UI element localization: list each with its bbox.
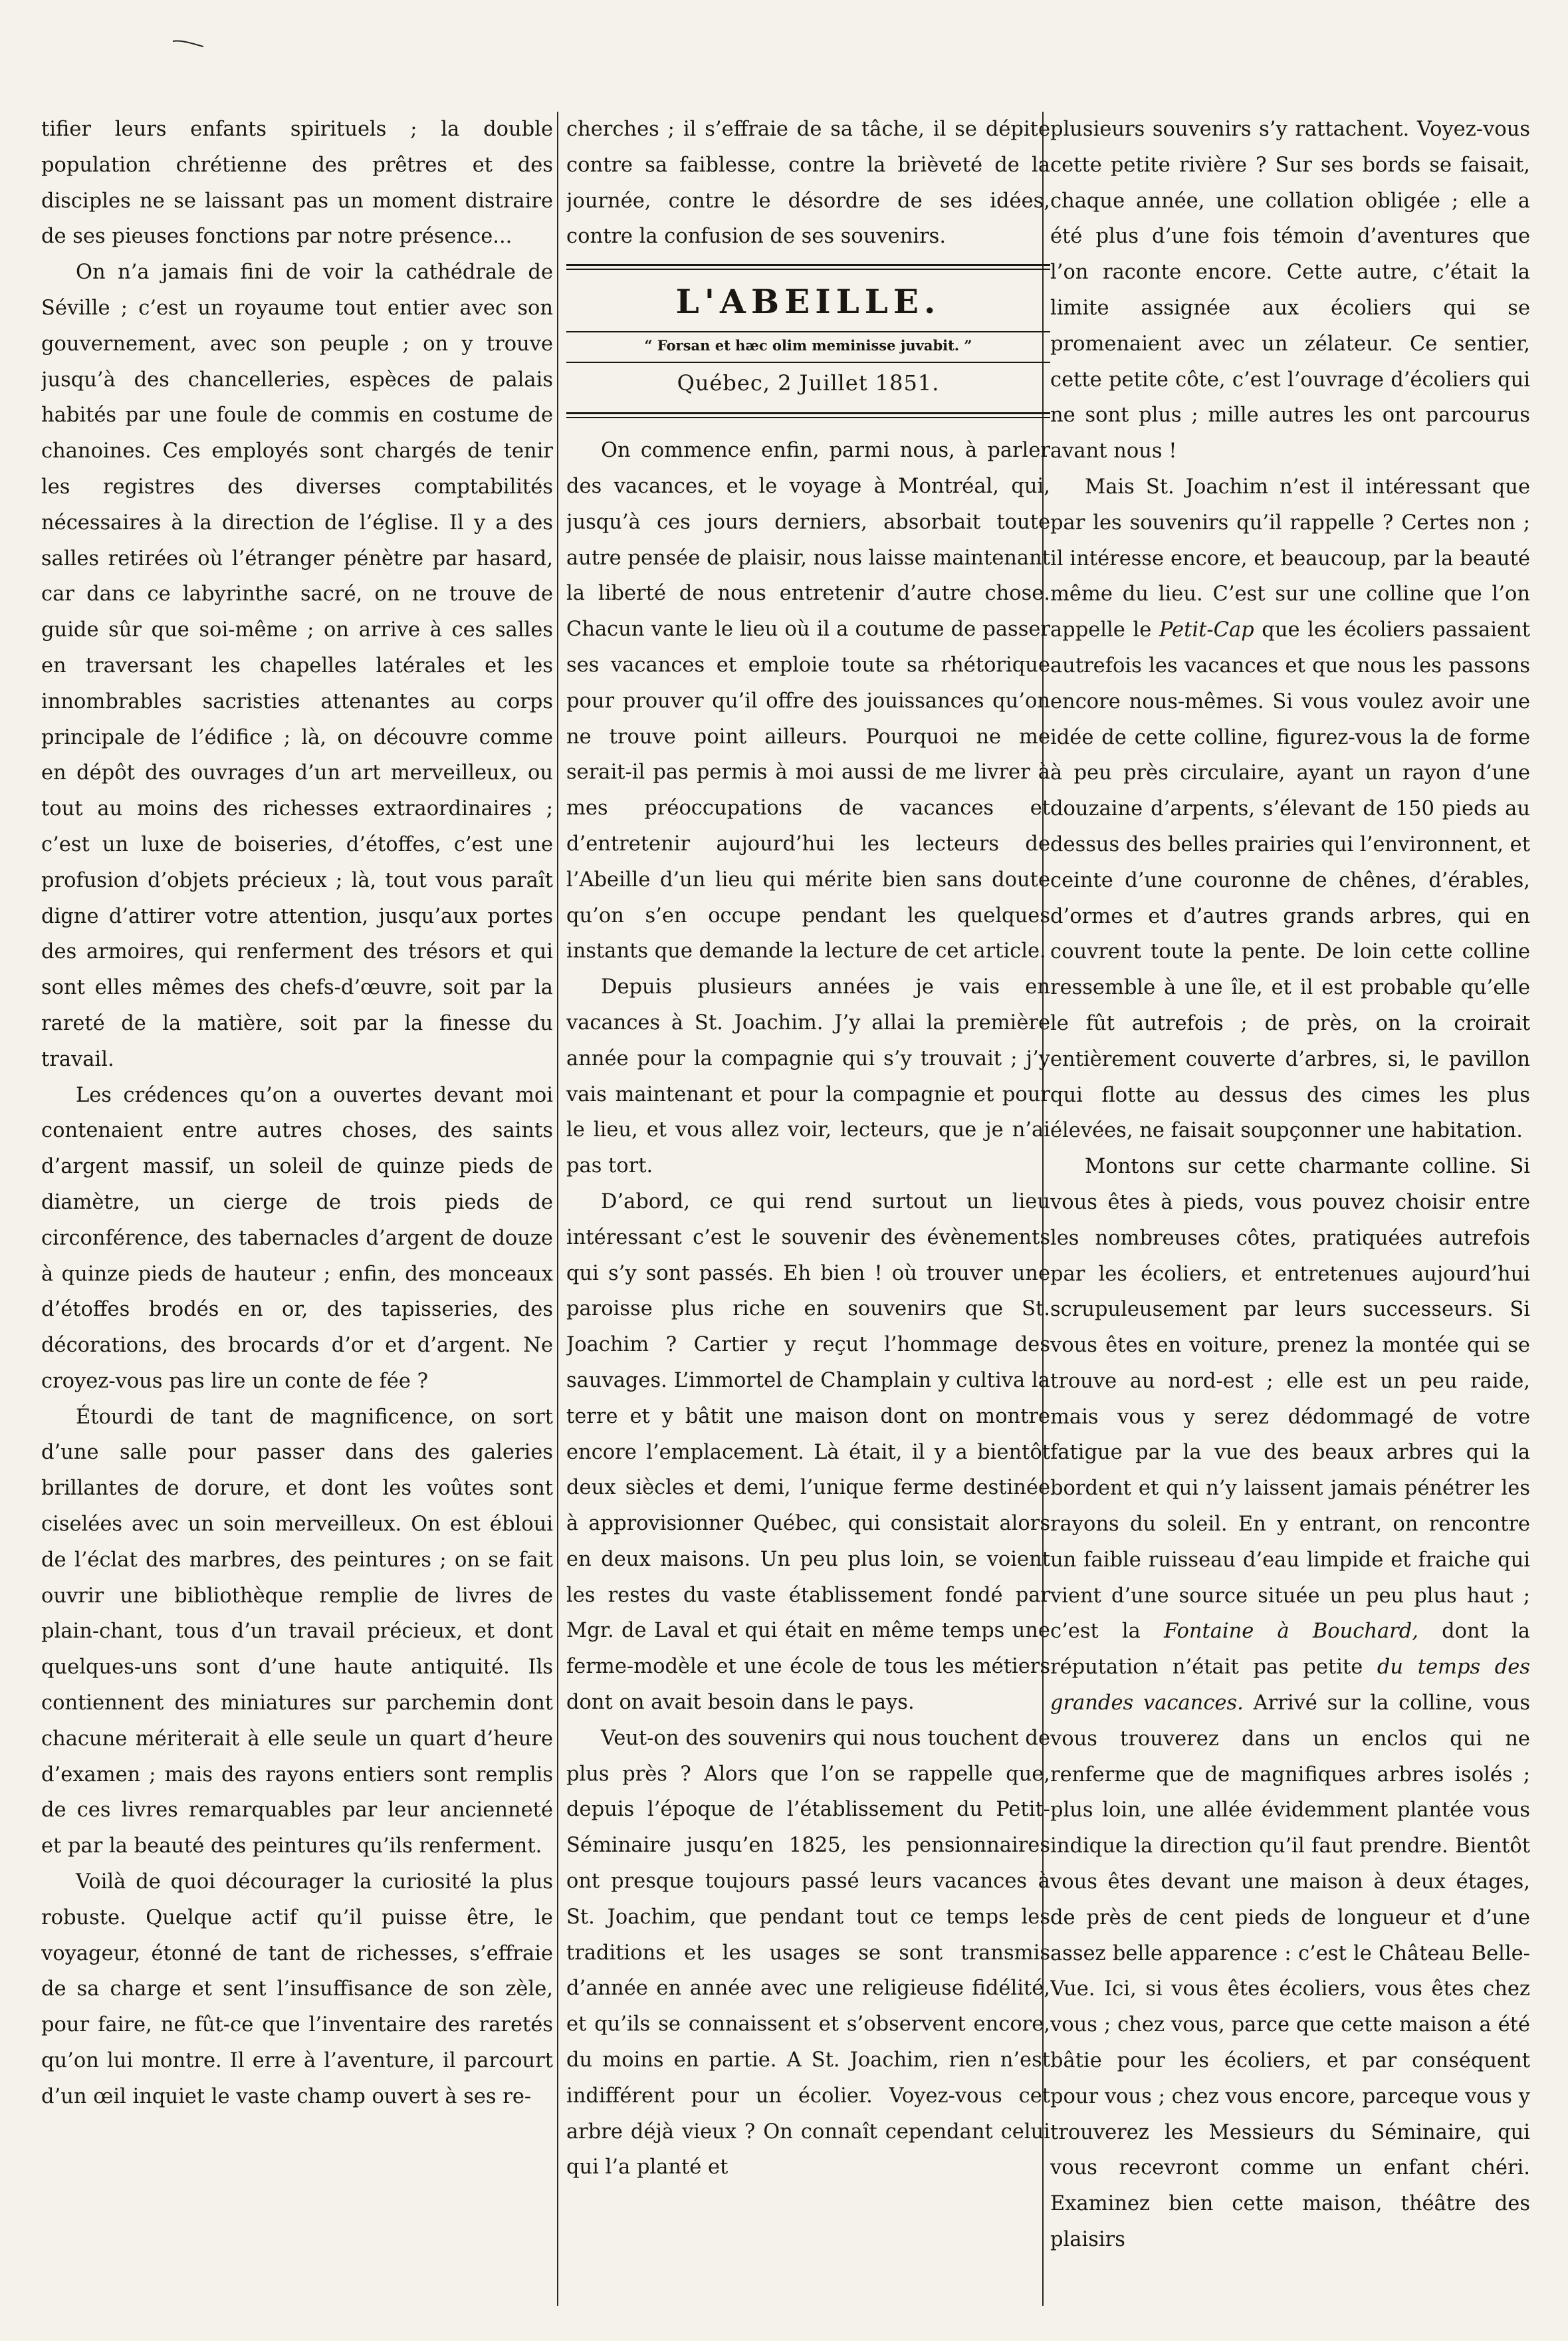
paragraph: tifier leurs enfants spirituels ; la double population chrétienne des prêtres et des disciples ne se laissant pas un moment distraire de ses pieuses fonctions par notre présence...	[41, 118, 553, 249]
column-rule	[557, 112, 558, 2306]
masthead	[566, 264, 1050, 418]
paragraph: cherches ; il s’effraie de sa tâche, il se dépite contre sa faiblesse, contre la brièveté de la journée, contre le désordre de ses idées, contre la confusion de ses souvenirs.	[566, 118, 1050, 249]
column-1	[41, 112, 553, 2312]
place-name: Fontaine à Bouchard,	[1163, 1620, 1418, 1644]
paragraph: D’abord, ce qui rend surtout un lieu intéressant c’est le souvenir des évènements qui s’y sont passés. Eh bien ! où trouver une paroisse plus riche en souvenirs que St. Joachim ? Cartier y reçut l’hommage des sauvages. L’immortel de Champlain y cultiva la terre et y bâtit une maison dont on montre encore l’emplacement. Là était, il y a bientôt deux siècles et demi, l’unique ferme destinée à approvisionner Québec, qui consistait alors en deux maisons. Un peu plus loin, se voient les restes du vaste établissement fondé par Mgr. de Laval et qui était en même temps une ferme-modèle et une école de tous les métiers dont on avait besoin dans le pays.	[566, 1189, 1050, 1715]
paragraph: On n’a jamais fini de voir la cathédrale de Séville ; c’est un royaume tout entier avec son gouvernement, avec son peuple ; on y trouve jusqu’à des chancelleries, espèces de palais habités par une foule de commis en costume de chanoines. Ces employés sont chargés de tenir les registres des diverses comptabilités nécessaires à la direction de l’église. Il y a des salles retirées où l’étranger pénètre par hasard, car dans ce labyrinthe sacré, on ne trouve de guide sûr que soi-même ; on arrive à ces salles en traversant les chapelles latérales et les innombrables sacristies attenantes au corps principale de l’édifice ; là, on découvre comme en dépôt des ouvrages d’un art merveilleux, ou tout au moins des richesses extraordinaires ; c’est un luxe de boiseries, d’étoffes, c’est une profusion d’objets précieux ; là, tout vous paraît digne d’attirer votre attention, jusqu’aux portes des armoires, qui renferment des trésors et qui sont elles mêmes des chefs-d’œuvre, soit par la rareté de la matière, soit par la finesse du travail.	[41, 261, 553, 1071]
paragraph: Mais St. Joachim n’est il intéressant que par les souvenirs qu’il rappelle ? Certes non ; il intéresse encore, et beaucoup, par la beauté même du lieu. C’est sur une colline que l’on appelle le Petit-Cap que les écoliers passaient autrefois les vacances et que nous les passons encore nous-mêmes. Si vous voulez avoir une idée de cette colline, figurez-vous la de forme à peu près circulaire, ayant un rayon d’une douzaine d’arpents, s’élevant de 150 pieds au dessus des belles prairies qui l’environnent, et ceinte d’une couronne de chênes, d’érables, d’ormes et d’autres grands arbres, qui en couvrent toute la pente. De loin cette colline ressemble à une île, et il est probable qu’elle le fût autrefois ; de près, on la croirait entièrement couverte d’arbres, si, le pavillon qui flotte au dessus des cimes les plus élevées, ne faisait soupçonner une habitation.	[1050, 475, 1530, 1143]
ink-mark	[171, 39, 205, 48]
emphasis: du temps des grandes vacances.	[1050, 1656, 1530, 1715]
paragraph: plusieurs souvenirs s’y rattachent. Voyez-vous cette petite rivière ? Sur ses bords se faisait, chaque année, une collation obligée ; elle a été plus d’une fois témoin d’aventures que l’on raconte encore. Cette autre, c’était la limite assignée aux écoliers qui se promenaient avec un zélateur. Ce sentier, cette petite côte, c’est l’ouvrage d’écoliers qui ne sont plus ; mille autres les ont parcourus avant nous !	[1050, 118, 1530, 463]
masthead-date: Québec, 2 Juillet 1851.	[677, 370, 940, 396]
column-3	[1050, 112, 1530, 2312]
masthead-rule	[566, 412, 1050, 414]
masthead-title: L'ABEILLE.	[675, 282, 941, 322]
paragraph: Montons sur cette charmante colline. Si vous êtes à pieds, vous pouvez choisir entre les nombreuses côtes, pratiquées autrefois par les écoliers, et entretenues aujourd’hui scrupuleusement par leurs successeurs. Si vous êtes en voiture, prenez la montée qui se trouve au nord-est ; elle est un peu raide, mais vous y serez dédommagé de votre fatigue par la vue des beaux arbres qui la bordent et qui n’y laissent jamais pénétrer les rayons du soleil. En y entrant, on rencontre un faible ruisseau d’eau limpide et fraiche qui vient d’une source située un peu plus haut ; c’est la Fontaine à Bouchard, dont la réputation n’était pas petite du temps des grandes vacances. Arrivé sur la colline, vous vous trouverez dans un enclos qui ne renferme que de magnifiques arbres isolés ; plus loin, une allée évidemment plantée vous indique la direction qu’il faut prendre. Bientôt vous êtes devant une maison à deux étages, de près de cent pieds de longueur et d’une assez belle apparence : c’est le Château Belle-Vue. Ici, si vous êtes écoliers, vous êtes chez vous ; chez vous, parce que cette maison a été bâtie pour les écoliers, et par conséquent pour vous ; chez vous encore, parceque vous y trouverez les Messieurs du Séminaire, qui vous recevront comme un enfant chéri. Examinez bien cette maison, théâtre des plaisirs	[1050, 1155, 1530, 2252]
masthead-rule	[566, 269, 1050, 270]
paragraph: Les crédences qu’on a ouvertes devant moi contenaient entre autres choses, des saints d’argent massif, un soleil de quinze pieds de diamètre, un cierge de trois pieds de circonférence, des tabernacles d’argent de douze à quinze pieds de hauteur ; enfin, des monceaux d’étoffes brodés en or, des tapisseries, des décorations, des brocards d’or et d’argent. Ne croyez-vous pas lire un conte de fée ?	[41, 1083, 553, 1393]
masthead-rule	[566, 264, 1050, 266]
paragraph: On commence enfin, parmi nous, à parler des vacances, et le voyage à Montréal, qui, jusqu’à ces jours derniers, absorbait toute autre pensée de plaisir, nous laisse maintenant la liberté de nous entretenir d’autre chose. Chacun vante le lieu où il a coutume de passer ses vacances et emploie toute sa rhétorique pour prouver qu’il offre des jouissances qu’on ne trouve point ailleurs. Pourquoi ne me serait-il pas permis à moi aussi de me livrer à mes préoccupations de vacances et d’entretenir aujourd’hui les lecteurs de l’Abeille d’un lieu qui mérite bien sans doute qu’on s’en occupe pendant les quelques instants que demande la lecture de cet article.	[566, 439, 1050, 963]
place-name: Petit-Cap	[1159, 618, 1254, 642]
paragraph: Depuis plusieurs années je vais en vacances à St. Joachim. J’y allai la première année pour la compagnie qui s’y trouvait ; j’y vais maintenant et pour la compagnie et pour le lieu, et vous allez voir, lecteurs, que je n’ai pas tort.	[566, 975, 1050, 1178]
paragraph: Voilà de quoi décourager la curiosité la plus robuste. Quelque actif qu’il puisse être, le voyageur, étonné de tant de richesses, s’effraie de sa charge et sent l’insuffisance de son zèle, pour faire, ne fût-ce que l’inventaire des raretés qu’on lui montre. Il erre à l’aventure, il parcourt d’un œil inquiet le vaste champ ouvert à ses re-	[41, 1870, 553, 2108]
column-2	[566, 112, 1050, 2312]
paragraph: Veut-on des souvenirs qui nous touchent de plus près ? Alors que l’on se rappelle que, depuis l’époque de l’établissement du Petit-Séminaire jusqu’en 1825, les pensionnaires ont presque toujours passé leurs vacances à St. Joachim, que pendant tout ce temps les traditions et les usages se sont transmis d’année en année avec une religieuse fidélité, et qu’ils se connaissent et s’observent encore, du moins en partie. A St. Joachim, rien n’est indifférent pour un écolier. Voyez-vous cet arbre déjà vieux ? On connaît cependant celui qui l’a planté et	[566, 1726, 1050, 2179]
masthead-motto: “ Forsan et hæc olim meminisse juvabit. ”	[644, 337, 972, 354]
paragraph: Étourdi de tant de magnificence, on sort d’une salle pour passer dans des galeries brillantes de dorure, et dont les voûtes sont ciselées avec un soin merveilleux. On est ébloui de l’éclat des marbres, des peintures ; on se fait ouvrir une bibliothèque remplie de livres de plain-chant, tous d’un travail précieux, et dont quelques-uns sont d’une haute antiquité. Ils contiennent des miniatures sur parchemin dont chacune mériterait à elle seule un quart d’heure d’examen ; mais des rayons entiers sont remplis de ces livres remarquables par leur ancienneté et par la beauté des peintures qu’ils renferment.	[41, 1405, 553, 1858]
